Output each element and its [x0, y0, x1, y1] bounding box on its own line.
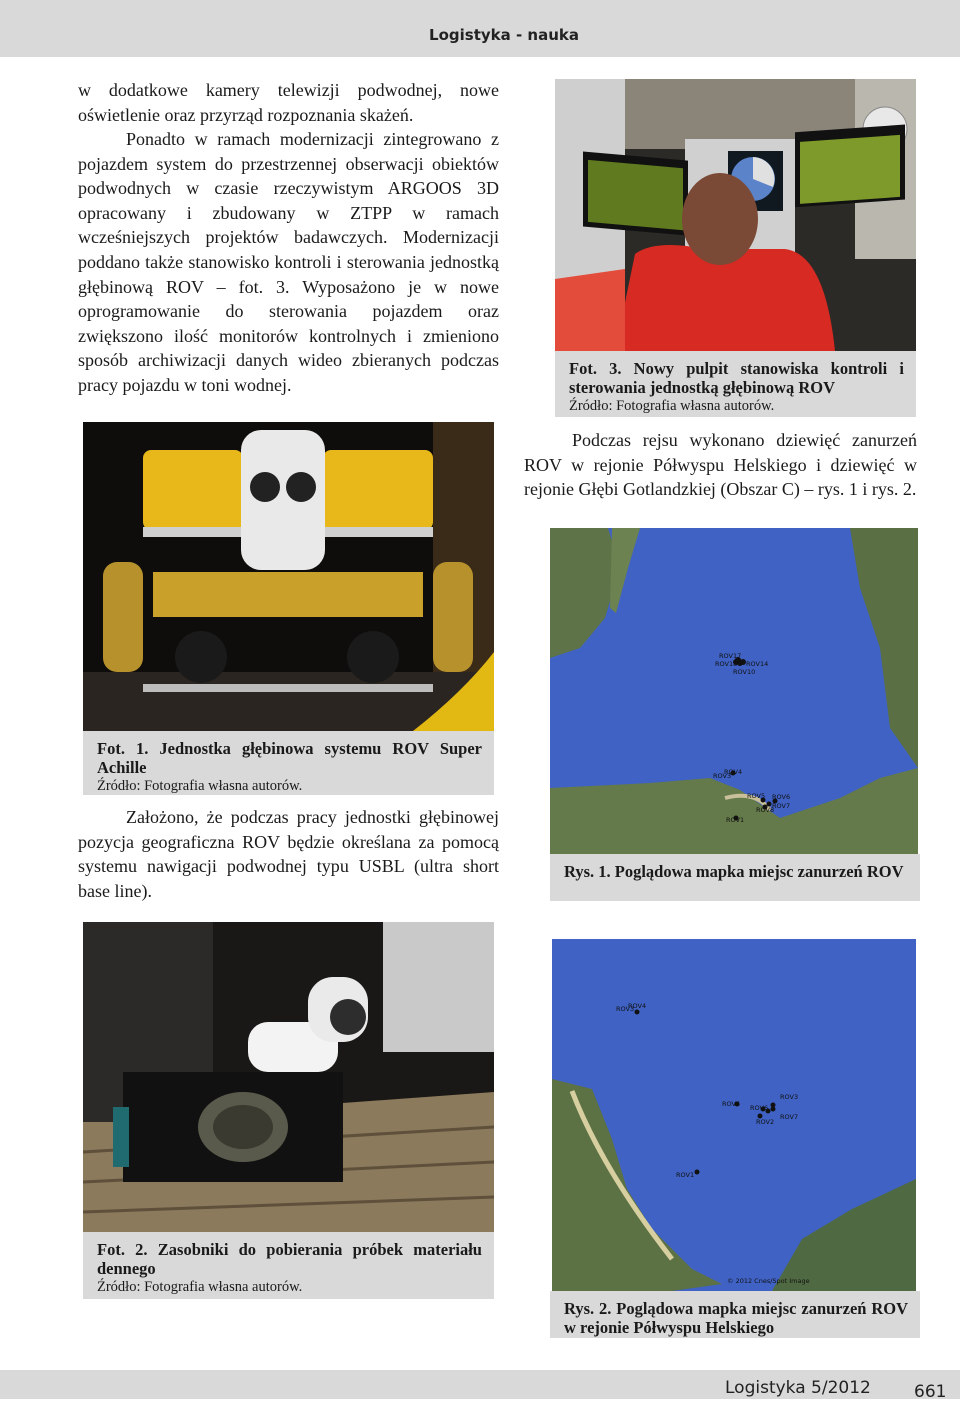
- map2-label: ROV5: [722, 1100, 741, 1108]
- caption-fot3-source: Źródło: Fotografia własna autorów.: [569, 398, 775, 414]
- photo-control-station: [555, 79, 916, 351]
- page-number: 661: [914, 1382, 947, 1402]
- map-rys1: [550, 528, 918, 854]
- caption-fot1: [83, 731, 494, 795]
- map2-label: ROV6: [750, 1104, 769, 1112]
- map2-label: ROV4: [628, 1002, 647, 1010]
- map1-label: ROV7: [772, 802, 791, 810]
- map1-label: ROV1: [726, 816, 745, 824]
- map2-credit: © 2012 Cnes/Spot Image: [727, 1277, 810, 1285]
- caption-rys2: [550, 1291, 920, 1338]
- map1-label: ROV5: [747, 792, 766, 800]
- map1-label: ROV10: [733, 668, 756, 676]
- caption-fot3-title: Fot. 3. Nowy pulpit stanowiska kontroli i sterowania jednostką głębinową ROV: [569, 359, 904, 397]
- map2-label: ROV2: [756, 1118, 775, 1126]
- map-rys2: [552, 939, 916, 1291]
- caption-fot1-source: Źródło: Fotografia własna autorów.: [97, 778, 303, 794]
- map1-label: ROV17: [719, 652, 742, 660]
- map1-label: ROV4: [724, 768, 743, 776]
- paragraph-1: w dodatkowe kamery telewizji podwodnej, nowe oświetlenie oraz przyrząd rozpoznania skażeń.: [78, 80, 499, 125]
- map1-label: ROV6: [772, 793, 791, 801]
- photo-rov-super-achille: [83, 422, 494, 731]
- map2-label: ROV1: [676, 1171, 695, 1179]
- caption-rys1: [550, 854, 920, 901]
- caption-rys1-title: Rys. 1. Poglądowa mapka miejsc zanurzeń ROV: [564, 862, 904, 881]
- caption-fot2: [83, 1232, 494, 1299]
- map1-label: ROV3: [713, 772, 732, 780]
- map1-label: ROV18: [715, 660, 738, 668]
- map2-label: ROV7: [780, 1113, 799, 1121]
- caption-fot1-title: Fot. 1. Jednostka głębinowa systemu ROV Super Achille: [97, 739, 482, 777]
- paragraph-2: Ponadto w ramach modernizacji zintegrowano z pojazdem system do przestrzennej obserwacji obiektów podwodnych w czasie rzeczywistym ARGOOS 3D opracowany i zbudowany w ZTPP w ramach wcześniejszych projektów badawczych. Modernizacji poddano także stanowisko kontroli i sterowania jednostką głębinową ROV – fot. 3. Wyposażono je w nowe oprogramowanie do sterowania pojazdem oraz zwiększono ilość monitorów kontrolnych i zmieniono sposób archiwizacji danych wideo zbieranych podczas pracy pojazdu w toni wodnej.: [78, 129, 499, 395]
- paragraph-3: Podczas rejsu wykonano dziewięć zanurzeń ROV w rejonie Półwyspu Helskiego i dziewięć w rejonie Głębi Gotlandzkiej (Obszar C) – rys. 1 i rys. 2.: [524, 430, 917, 500]
- paragraph-4: Założono, że podczas pracy jednostki głębinowej pozycja geograficzna ROV będzie określana za pomocą systemu nawigacji podwodnej typu USBL (ultra short base line).: [78, 807, 499, 901]
- caption-fot2-source: Źródło: Fotografia własna autorów.: [97, 1279, 303, 1295]
- footer-journal: Logistyka 5/2012: [725, 1378, 871, 1398]
- map2-label: ROV3: [616, 1005, 635, 1013]
- map1-label: ROV8: [756, 806, 775, 814]
- photo-sample-containers: [83, 922, 494, 1232]
- map2-label: ROV3: [780, 1093, 799, 1101]
- caption-fot2-title: Fot. 2. Zasobniki do pobierania próbek materiału dennego: [97, 1240, 482, 1278]
- header-title: Logistyka - nauka: [429, 26, 579, 44]
- caption-rys2-title: Rys. 2. Poglądowa mapka miejsc zanurzeń ROV w rejonie Półwyspu Helskiego: [564, 1299, 908, 1337]
- map1-label: ROV14: [746, 660, 769, 668]
- caption-fot3: [555, 351, 916, 417]
